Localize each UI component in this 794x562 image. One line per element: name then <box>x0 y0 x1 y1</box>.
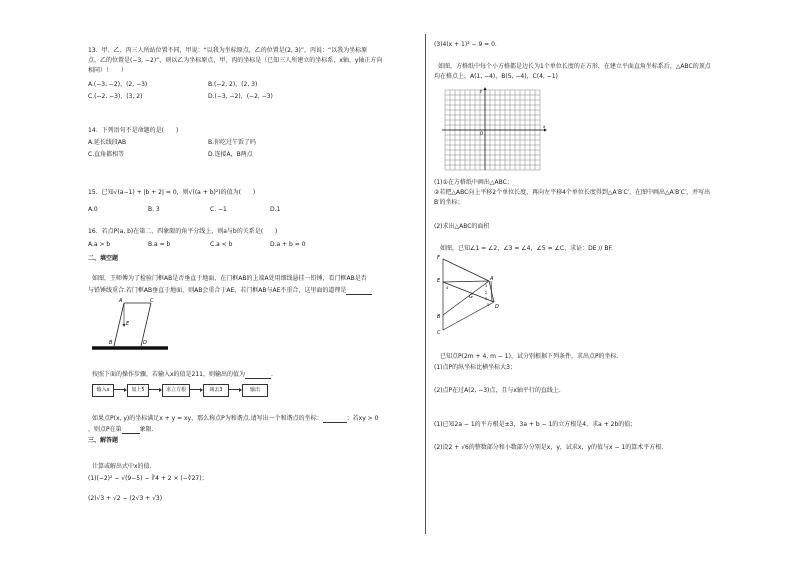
q15-option-c: C. −1 <box>210 206 227 213</box>
q16-option-d: D.a + b = 0 <box>270 241 306 248</box>
fig-angle-1: 1 <box>485 284 488 288</box>
q16-option-a: A.a > b <box>88 241 111 248</box>
operation-flowchart <box>92 384 282 398</box>
calc-part-1: (1)(−2)² − √(9−5) − ∛4 + 2 × (−∛27)； <box>88 475 208 482</box>
q15-option-b: B. 3 <box>148 206 160 213</box>
q13-line3: 相同）（ ） <box>88 67 128 74</box>
grid-axis-y-label: y <box>480 88 483 93</box>
fig-label-c: C <box>150 298 154 304</box>
fig-label-g: G <box>469 294 473 300</box>
q13-option-b: B.(−2, 2)，(2, 3) <box>208 81 258 88</box>
left-column <box>88 0 410 562</box>
q13-option-a: A.(−3, −2)，(2, −3) <box>88 81 148 88</box>
parallel-lines-figure <box>434 254 514 338</box>
q13-line1: 13．甲、乙、丙三人所站位置不同，甲说：“以我为坐标原点，乙的位置是(2, 3)”，丙说：“以我为坐标原 <box>88 47 368 54</box>
calc-part-2: (2)√3 + √2 − (2√3 + √3) <box>88 495 163 502</box>
q16-option-c: C.a < b <box>210 241 233 248</box>
flow-arrow <box>113 389 126 390</box>
grid-q-sub1b-line1: ②若把△ABC向上平移2个单位长度，再向左平移4个单位长度得到△A′B′C′，在图中画出△A′B′C′，并写出 <box>434 189 711 196</box>
q14-option-b: B.你吃过午饭了吗 <box>208 139 257 146</box>
point-q-sub1: (1)点P的纵坐标比横坐标大3； <box>434 364 516 371</box>
flow-box-minus3: 减去3 <box>203 384 229 397</box>
door-frame-figure <box>88 296 178 354</box>
flow-arrow <box>189 389 202 390</box>
fig-angle-4: 4 <box>446 286 449 290</box>
q14-option-d: D.连接A，B两点 <box>208 151 253 158</box>
fig-label-b: B <box>109 340 113 346</box>
fill2-stem: 按照下面的操作步骤，若输入x的值是211，则输出的值为 . <box>92 371 273 378</box>
fig-label-a: A <box>490 276 494 282</box>
q13-option-d: D.(−3, −2)，(−2, −3) <box>208 93 273 100</box>
q15-option-a: A.0 <box>88 206 98 213</box>
grid-q-sub2: (2)求出△ABC的面积 <box>434 223 490 230</box>
flow-box-output: 输出 <box>242 384 268 397</box>
fill3-line1: 如果点P(x, y)的坐标满足x + y = xy，那么称点P为和谐点.请写出一个和谐点的坐标： ；若xy > 0 <box>92 415 379 422</box>
q16-option-b: B.a = b <box>148 241 171 248</box>
flow-box-cuberoot: 求立方根 <box>162 384 190 397</box>
fig-angle-3: 3 <box>485 297 488 301</box>
q14-option-a: A.延长线段AB <box>88 139 127 146</box>
point-q-stem: 已知点P(2m + 4, m − 1)，试分别根据下列条件，求出点P的坐标. <box>440 353 619 360</box>
grid-axis-x-label: x <box>543 124 546 129</box>
q14-stem: 14．下列语句不是命题的是( ) <box>88 127 179 134</box>
section-3-heading: 三、解答题 <box>88 437 119 444</box>
fig-label-e: E <box>126 321 130 327</box>
column-divider <box>425 34 426 534</box>
flow-arrow <box>228 389 241 390</box>
grid-q-line2: 均在格点上，A(1, −4)，B(5, −4)，C(4, −1) <box>434 73 558 80</box>
grid-q-sub1b-line2: B′的坐标； <box>434 199 464 206</box>
fig-angle-2: 2 <box>485 291 488 295</box>
right-column <box>434 0 734 562</box>
calc-stem: 计算或解出式中x的值. <box>92 463 152 470</box>
fig-label-f: F <box>437 255 440 261</box>
fig-label-a: A <box>119 298 123 304</box>
grid-q-line1: 如图，方格纸中每个小方格都是边长为1个单位长度的正方形，在建立平面直角坐标系后，△ABC的顶点 <box>438 63 711 70</box>
q13-line2: 点，乙的位置是(−3, −2)”，则以乙为坐标原点，甲、丙的坐标是（已知三人所建立的坐标系，x轴、y轴正方向 <box>88 57 383 64</box>
fill3-line2: ，则点P在第 象限. <box>88 426 154 433</box>
flow-arrow <box>148 389 161 390</box>
fig-label-d: D <box>495 304 499 310</box>
point-q-sub2: (2)点P在过A(2, −3)点，且与x轴平行的直线上. <box>434 387 561 394</box>
grid-q-sub1: (1)①在方格纸中画出△ABC； <box>434 179 513 186</box>
angle-q-stem: 如图，已知∠1 = ∠2，∠3 = ∠4，∠5 = ∠C，求证：DE // BF. <box>440 245 613 252</box>
q16-stem: 16．若点P(a, b)在第二、四象限的角平分线上，则a与b的关系是( ) <box>88 228 278 235</box>
q13-option-c: C.(−2, −3)，(3, 2) <box>88 93 143 100</box>
fill3-blank-2 <box>122 427 140 434</box>
q15-stem: 15．已知√(a−1) + |b + 2| = 0，则√((a + b)²)的值为( ) <box>88 189 256 196</box>
fig-label-e: E <box>437 278 441 284</box>
section-2-heading: 二、填空题 <box>88 255 119 262</box>
q14-option-c: C.直角都相等 <box>88 151 125 158</box>
fill1-line2: 与铅锤线重合.若门框AB垂直于地面，则AB会重合于AE，若门框AB与AE不重合，这里面的道理是 <box>88 286 372 295</box>
sqrt-q-sub1: (1)已知2a − 1的平方根是±3，3a + b − 1的立方根是4，求a + 2b的值； <box>434 421 637 428</box>
fill1-answer-blank <box>346 288 372 295</box>
calc-part-3: (3)4(x + 1)² − 9 = 0. <box>434 41 497 48</box>
sqrt-q-sub2: (2)设2 + √6的整数部分和小数部分分别是x，y，试求x，y的值与x − 1的算术平方根. <box>434 444 664 451</box>
grid-origin-label: O <box>480 131 484 136</box>
coordinate-grid-figure <box>440 86 552 172</box>
fig-label-c: C <box>437 330 441 336</box>
fill1-line1: 如图，王师傅为了检验门框AB是否垂直于地面，在门框AB的上端A处用细线悬挂一铅锤，看门框AB是否 <box>92 275 367 282</box>
flow-box-input: 输入x <box>92 384 114 397</box>
fig-label-d: D <box>143 340 147 346</box>
fig-label-b: B <box>437 314 441 320</box>
fill3-blank-1 <box>323 416 347 423</box>
flow-box-add5: 加上5 <box>127 384 149 397</box>
fill2-answer-blank <box>245 372 271 379</box>
q15-option-d: D.1 <box>270 206 281 213</box>
fig-angle-5: 5 <box>487 303 490 307</box>
